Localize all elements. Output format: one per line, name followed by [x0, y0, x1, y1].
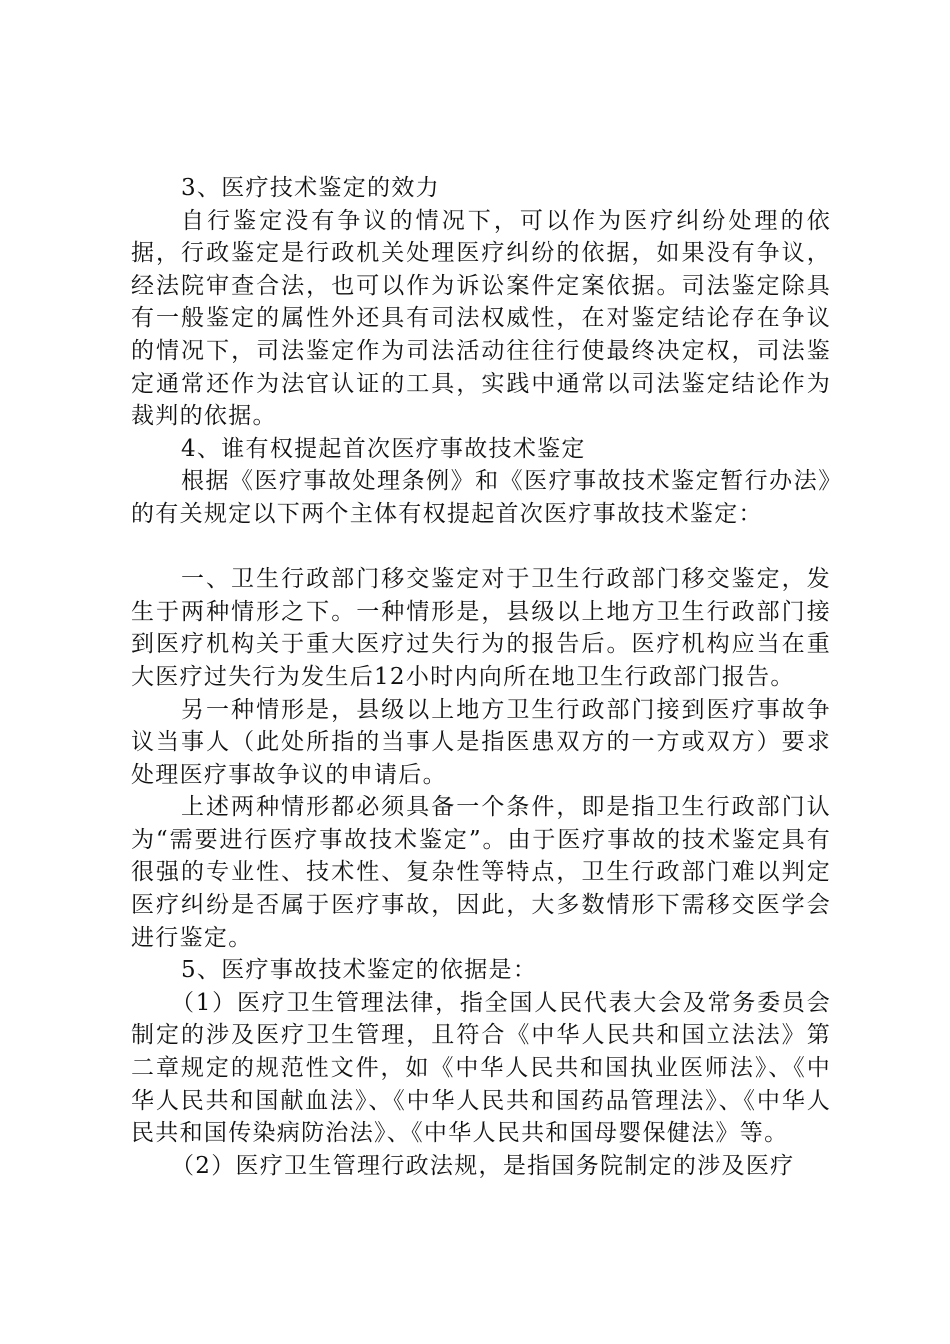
list-item-health-laws: （1）医疗卫生管理法律，指全国人民代表大会及常务委员会制定的涉及医疗卫生管理，且符合《中华人民共和国立法法》第二章规定的规范性文件，如《中华人民共和国执业医师法》、《中华人民共和国献血法》、《中华人民共和国药品管理法》、《中华人民共和国传染病防治法》、《中华人民共和国母婴保健法》等。	[131, 989, 831, 1147]
blank-line	[131, 531, 831, 564]
paragraph-effect-of-appraisal: 自行鉴定没有争议的情况下，可以作为医疗纠纷处理的依据，行政鉴定是行政机关处理医疗纠纷的依据，如果没有争议，经法院审查合法，也可以作为诉讼案件定案依据。司法鉴定除具有一般鉴定的属性外还具有司法权威性，在对鉴定结论存在争议的情况下，司法鉴定作为司法活动往往行使最终决定权，司法鉴定通常还作为法官认证的工具，实践中通常以司法鉴定结论作为裁判的依据。	[131, 207, 831, 430]
paragraph-second-situation: 另一种情形是，县级以上地方卫生行政部门接到医疗事故争议当事人（此处所指的当事人是指医患双方的一方或双方）要求处理医疗事故争议的申请后。	[131, 696, 831, 788]
document-body	[131, 172, 831, 1182]
list-item-admin-regulations: （2）医疗卫生管理行政法规，是指国务院制定的涉及医疗	[171, 1152, 795, 1179]
paragraph-legal-basis-intro: 根据《医疗事故处理条例》和《医疗事故技术鉴定暂行办法》的有关规定以下两个主体有权提起首次医疗事故技术鉴定：	[131, 468, 831, 527]
section-heading-4: 4、谁有权提起首次医疗事故技术鉴定	[181, 435, 586, 462]
section-heading-5: 5、医疗事故技术鉴定的依据是：	[181, 957, 538, 984]
paragraph-health-dept-transfer: 一、卫生行政部门移交鉴定对于卫生行政部门移交鉴定，发生于两种情形之下。一种情形是，县级以上地方卫生行政部门接到医疗机构关于重大医疗过失行为的报告后。医疗机构应当在重大医疗过失行为发生后12小时内向所在地卫生行政部门报告。	[131, 566, 831, 690]
section-heading-3: 3、医疗技术鉴定的效力	[181, 175, 440, 201]
paragraph-common-condition: 上述两种情形都必须具备一个条件，即是指卫生行政部门认为“需要进行医疗事故技术鉴定”。由于医疗事故的技术鉴定具有很强的专业性、技术性、复杂性等特点，卫生行政部门难以判定医疗纠纷是否属于医疗事故，因此，大多数情形下需移交医学会进行鉴定。	[131, 794, 831, 951]
